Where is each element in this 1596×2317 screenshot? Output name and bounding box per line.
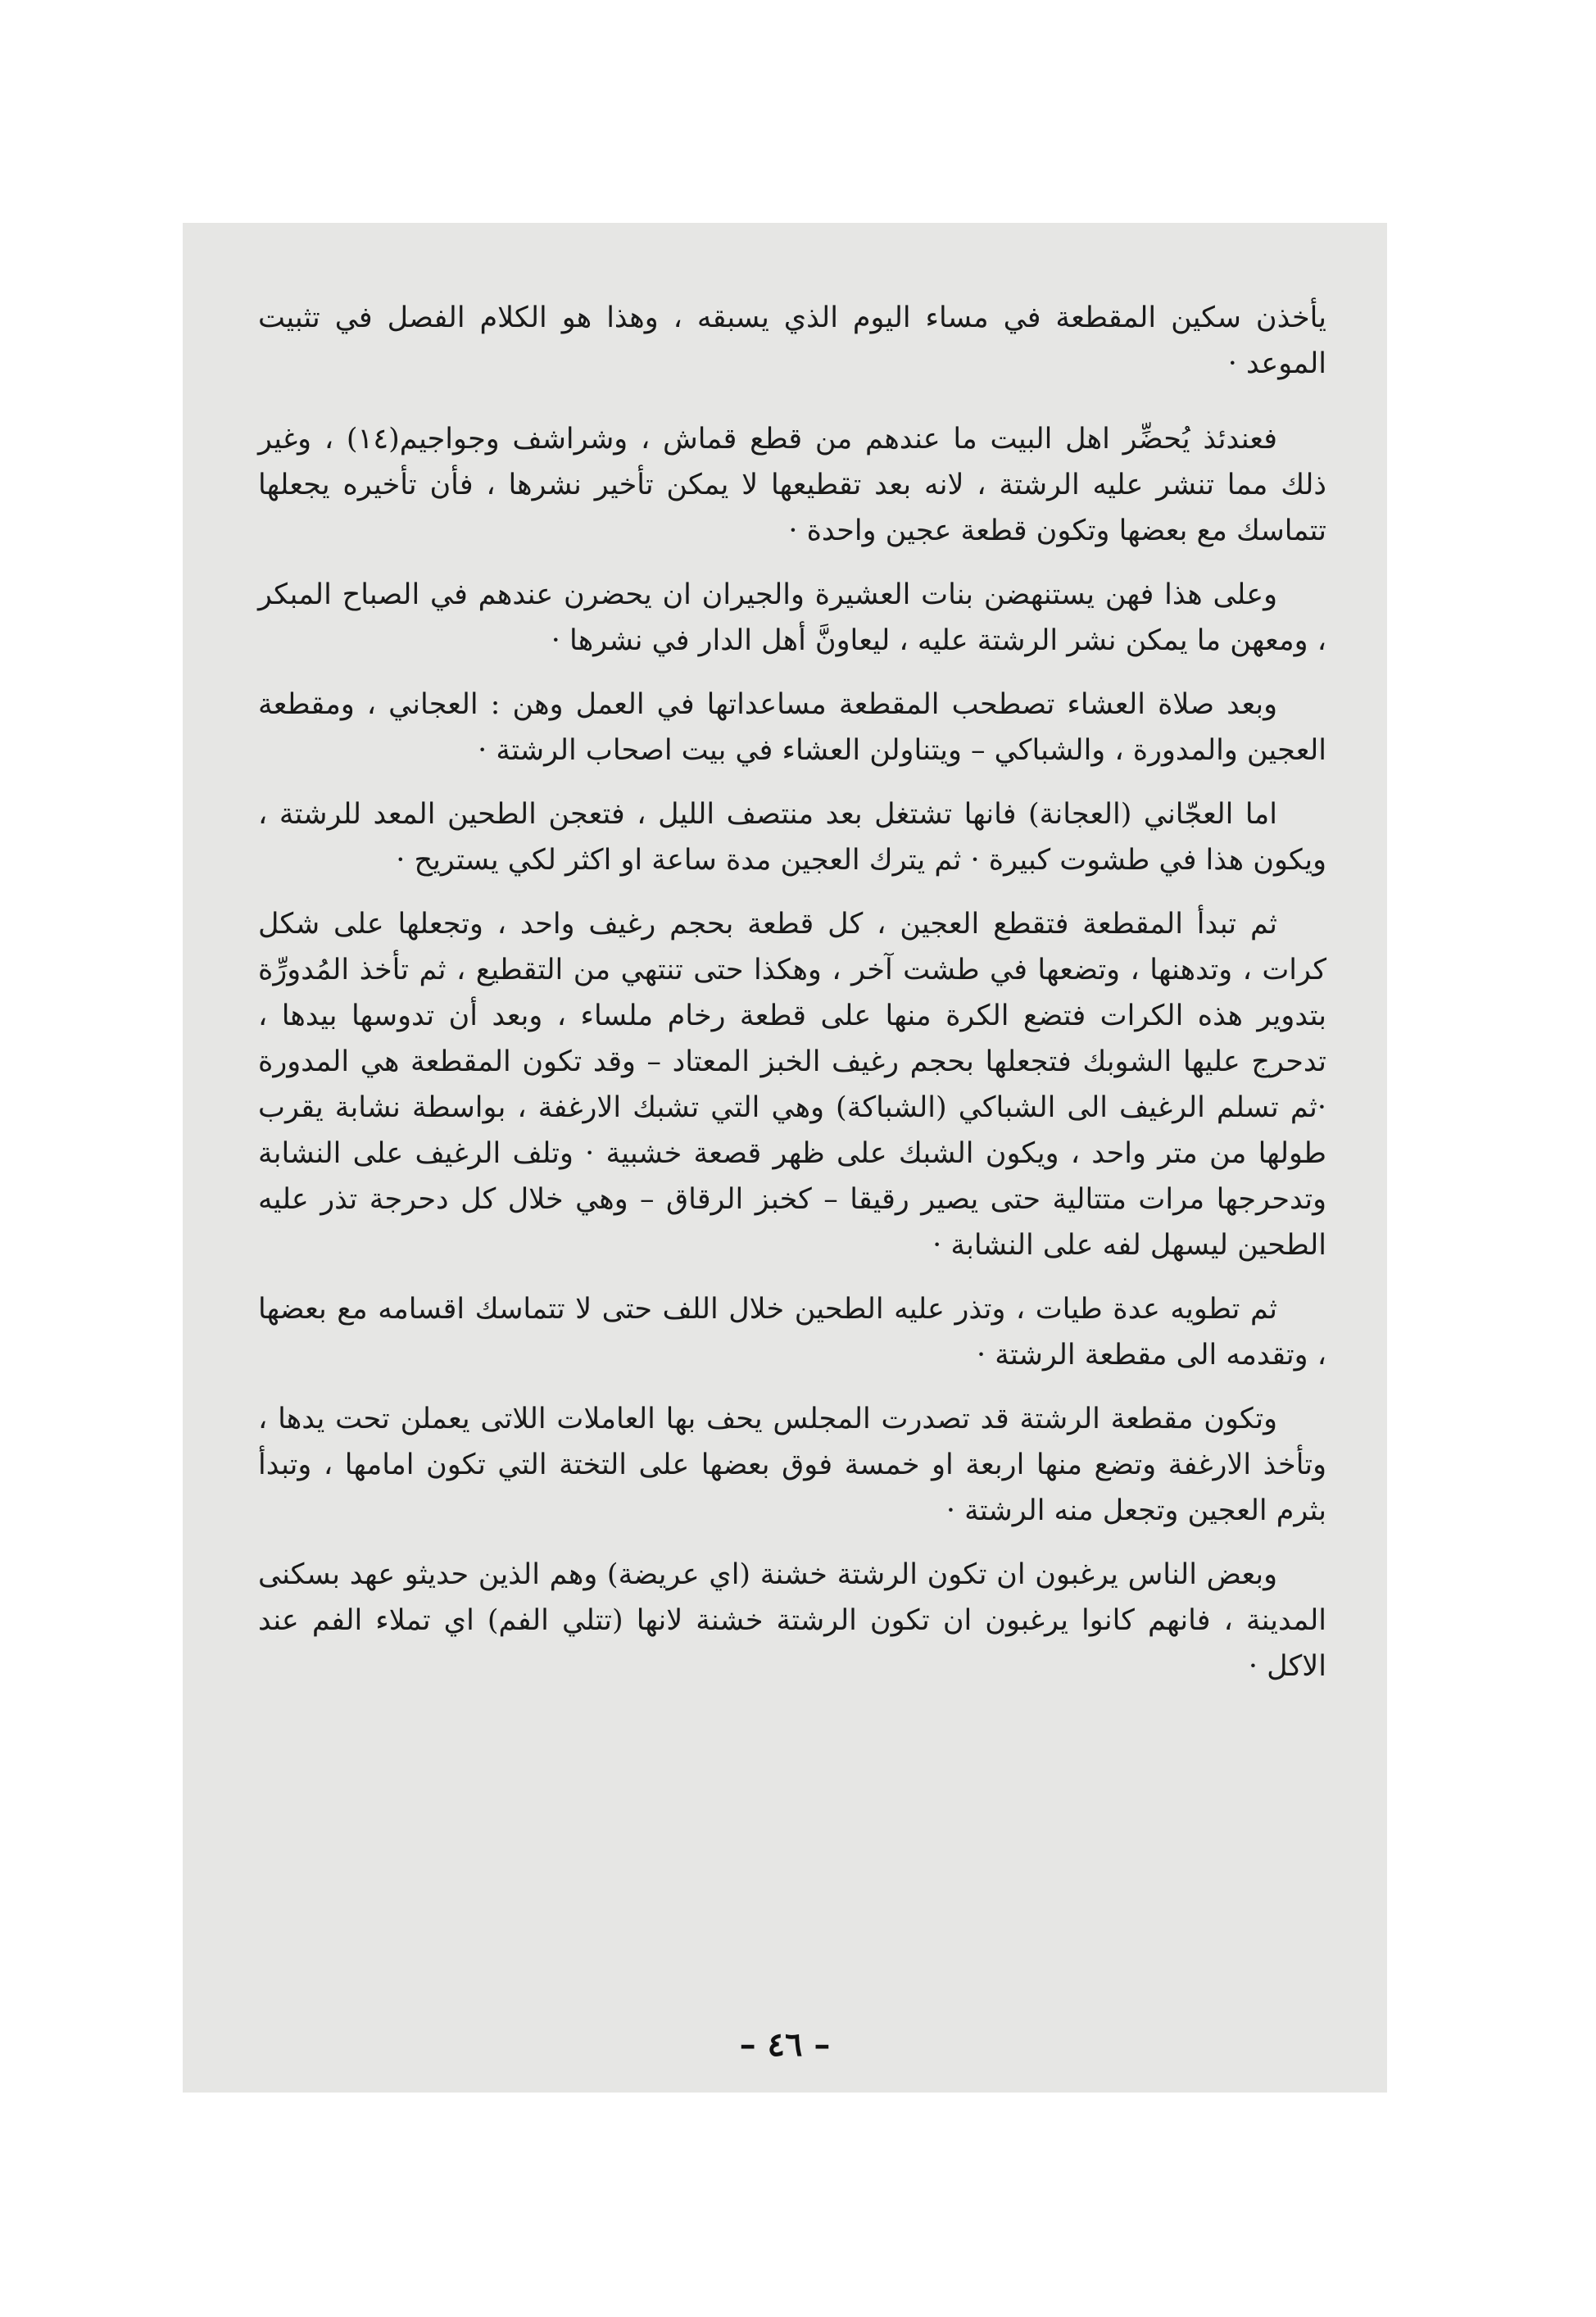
paragraph: وتكون مقطعة الرشتة قد تصدرت المجلس يحف بها العاملات اللاتى يعملن تحت يدها ، وتأخذ الارغفة وتضع منها اربعة او خمسة فوق بعضها على التختة التي تكون امامها ، وتبدأ بثرم العجين وتجعل منه الرشتة ·: [258, 1403, 1326, 1527]
paragraph: وبعد صلاة العشاء تصطحب المقطعة مساعداتها في العمل وهن : العجاني ، ومقطعة العجين والمدورة ، والشباكي – ويتناولن العشاء في بيت اصحاب الرشتة ·: [258, 688, 1326, 767]
paragraph: وبعض الناس يرغبون ان تكون الرشتة خشنة (اي عريضة) وهم الذين حديثو عهد بسكنى المدينة ، فانهم كانوا يرغبون ان تكون الرشتة خشنة لانها (تتلي الفم) اي تملاء الفم عند الاكل ·: [258, 1558, 1326, 1683]
body-text: [258, 295, 1326, 1707]
page-number: – ٤٦ –: [739, 2025, 831, 2064]
paragraph: وعلى هذا فهن يستنهضن بنات العشيرة والجيران ان يحضرن عندهم في الصباح المبكر ، ومعهن ما يمكن نشر الرشتة عليه ، ليعاونَّ أهل الدار في نشرها ·: [258, 578, 1326, 657]
paragraph: ثم تبدأ المقطعة فتقطع العجين ، كل قطعة بحجم رغيف واحد ، وتجعلها على شكل كرات ، وتدهنها ، وتضعها في طشت آخر ، وهكذا حتى تنتهي من التقطيع ، ثم تأخذ المُدورِّة بتدوير هذه الكرات فتضع الكرة منها على قطعة رخام ملساء ، وبعد أن تدوسها بيدها ، تدحرج عليها الشوبك فتجعلها بحجم رغيف الخبز المعتاد – وقد تكون المقطعة هي المدورة ·ثم تسلم الرغيف الى الشباكي (الشباكة) وهي التي تشبك الارغفة ، بواسطة نشابة يقرب طولها من متر واحد ، ويكون الشبك على ظهر قصعة خشبية · وتلف الرغيف على النشابة وتدحرجها مرات متتالية حتى يصير رقيقا – كخبز الرقاق – وهي خلال كل دحرجة تذر عليه الطحين ليسهل لفه على النشابة ·: [258, 908, 1326, 1262]
paragraph: ثم تطويه عدة طيات ، وتذر عليه الطحين خلال اللف حتى لا تتماسك اقسامه مع بعضها ، وتقدمه الى مقطعة الرشتة ·: [258, 1293, 1326, 1372]
book-page: [183, 223, 1387, 2093]
paragraph: اما العجّاني (العجانة) فانها تشتغل بعد منتصف الليل ، فتعجن الطحين المعد للرشتة ، ويكون هذا في طشوت كبيرة · ثم يترك العجين مدة ساعة او اكثر لكي يستريح ·: [258, 798, 1326, 877]
paragraph-continuation: يأخذن سكين المقطعة في مساء اليوم الذي يسبقه ، وهذا هو الكلام الفصل في تثبيت الموعد ·: [258, 302, 1326, 380]
paragraph: فعندئذ يُحضِّر اهل البيت ما عندهم من قطع قماش ، وشراشف وجواجيم(١٤) ، وغير ذلك مما تنشر عليه الرشتة ، لانه بعد تقطيعها لا يمكن تأخير نشرها ، فأن تأخيره يجعلها تتماسك مع بعضها وتكون قطعة عجين واحدة ·: [258, 423, 1326, 547]
